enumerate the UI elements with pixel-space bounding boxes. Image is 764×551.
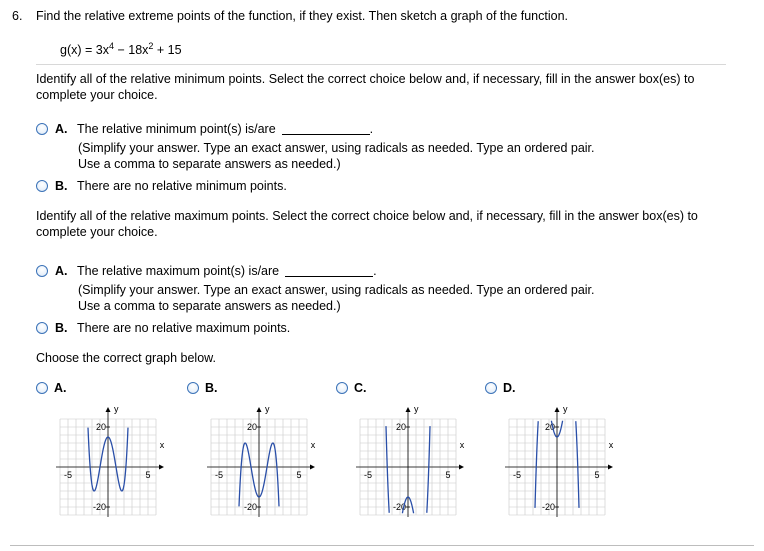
graph-curve-d bbox=[535, 421, 579, 508]
graph-option-a-label[interactable]: A. bbox=[54, 381, 67, 395]
x-tick-label-min: -5 bbox=[363, 470, 373, 480]
graph-option-d-radio[interactable] bbox=[485, 382, 497, 394]
x-axis-arrow bbox=[608, 465, 613, 470]
x-tick-label-min: -5 bbox=[512, 470, 522, 480]
max-answer-box[interactable] bbox=[285, 264, 373, 277]
y-tick-label-min: -20 bbox=[392, 502, 406, 512]
graph-option-a-radio[interactable] bbox=[36, 382, 48, 394]
x-axis-label: x bbox=[608, 440, 614, 450]
question-text: Find the relative extreme points of the function, if they exist. Then sketch a graph of the function. bbox=[36, 9, 569, 23]
min-hint-2: Use a comma to separate answers as needed.) bbox=[78, 157, 341, 171]
y-axis-arrow bbox=[555, 407, 560, 412]
graph-prompt: Choose the correct graph below. bbox=[36, 351, 216, 365]
function-exponent: 4 bbox=[108, 41, 114, 51]
y-tick-label-max: 20 bbox=[544, 422, 555, 432]
x-tick-label-max: 5 bbox=[445, 470, 451, 480]
x-tick-label-min: -5 bbox=[63, 470, 73, 480]
min-instruction: Identify all of the relative minimum points. Select the correct choice below and, if necessary, fill in the answer box(es) to complete your choice. bbox=[36, 72, 695, 102]
period: . bbox=[369, 122, 374, 136]
max-option-b-radio[interactable] bbox=[36, 322, 48, 334]
x-axis-arrow bbox=[310, 465, 315, 470]
y-axis-label: y bbox=[563, 404, 568, 414]
graph-option-b-radio[interactable] bbox=[187, 382, 199, 394]
graph-option-c-radio[interactable] bbox=[336, 382, 348, 394]
y-axis-arrow bbox=[257, 407, 262, 412]
max-instruction: Identify all of the relative maximum points. Select the correct choice below and, if necessary, fill in the answer box(es) to complete your choice. bbox=[36, 209, 698, 239]
min-option-b-radio[interactable] bbox=[36, 180, 48, 192]
max-option-b[interactable] bbox=[55, 321, 290, 335]
y-tick-label-max: 20 bbox=[246, 422, 257, 432]
graph-curve-a bbox=[88, 428, 128, 491]
y-axis-label: y bbox=[414, 404, 419, 414]
function-part: − 18x bbox=[114, 43, 149, 57]
option-letter: A. bbox=[55, 122, 68, 136]
option-text: There are no relative maximum points. bbox=[76, 321, 291, 335]
y-tick-label-max: 20 bbox=[95, 422, 106, 432]
option-letter: B. bbox=[55, 179, 68, 193]
x-axis-label: x bbox=[459, 440, 465, 450]
x-tick-label-min: -5 bbox=[214, 470, 224, 480]
x-axis-arrow bbox=[159, 465, 164, 470]
min-option-b[interactable] bbox=[55, 179, 287, 193]
min-option-a-radio[interactable] bbox=[36, 123, 48, 135]
question-number: 6. bbox=[12, 9, 23, 23]
y-axis-arrow bbox=[106, 407, 111, 412]
bottom-divider bbox=[10, 545, 754, 546]
option-text: The relative minimum point(s) is/are bbox=[76, 122, 276, 136]
divider bbox=[36, 64, 726, 65]
option-text: There are no relative minimum points. bbox=[76, 179, 287, 193]
function-part: + 15 bbox=[153, 43, 182, 57]
min-answer-box[interactable] bbox=[282, 122, 370, 135]
y-tick-label-max: 20 bbox=[395, 422, 406, 432]
x-axis-label: x bbox=[159, 440, 165, 450]
y-axis-arrow bbox=[406, 407, 411, 412]
y-tick-label-min: -20 bbox=[92, 502, 106, 512]
y-tick-label-min: -20 bbox=[541, 502, 555, 512]
graph-option-d-label[interactable]: D. bbox=[503, 381, 516, 395]
max-hint-1: (Simplify your answer. Type an exact answer, using radicals as needed. Type an ordered pair. bbox=[78, 283, 595, 297]
graph-curve-b bbox=[239, 443, 279, 506]
x-tick-label-max: 5 bbox=[594, 470, 600, 480]
graph-option-b-label[interactable]: B. bbox=[205, 381, 218, 395]
y-axis-label: y bbox=[114, 404, 119, 414]
option-text: The relative maximum point(s) is/are bbox=[76, 264, 280, 278]
max-option-a[interactable] bbox=[55, 264, 377, 278]
min-option-a[interactable] bbox=[55, 122, 373, 136]
function-exponent: 2 bbox=[148, 41, 154, 51]
y-tick-label-min: -20 bbox=[243, 502, 257, 512]
x-axis-label: x bbox=[310, 440, 316, 450]
option-letter: A. bbox=[55, 264, 68, 278]
max-hint-2: Use a comma to separate answers as needed.) bbox=[78, 299, 341, 313]
graph-curve-c bbox=[386, 426, 430, 513]
function-expression bbox=[60, 43, 182, 57]
max-option-a-radio[interactable] bbox=[36, 265, 48, 277]
min-hint-1: (Simplify your answer. Type an exact answer, using radicals as needed. Type an ordered pair. bbox=[78, 141, 595, 155]
y-axis-label: y bbox=[265, 404, 270, 414]
option-letter: B. bbox=[55, 321, 68, 335]
x-tick-label-max: 5 bbox=[145, 470, 151, 480]
graph-option-c-label[interactable]: C. bbox=[354, 381, 367, 395]
x-tick-label-max: 5 bbox=[296, 470, 302, 480]
x-axis-arrow bbox=[459, 465, 464, 470]
function-part: g(x) = 3x bbox=[60, 43, 109, 57]
period: . bbox=[373, 264, 377, 278]
